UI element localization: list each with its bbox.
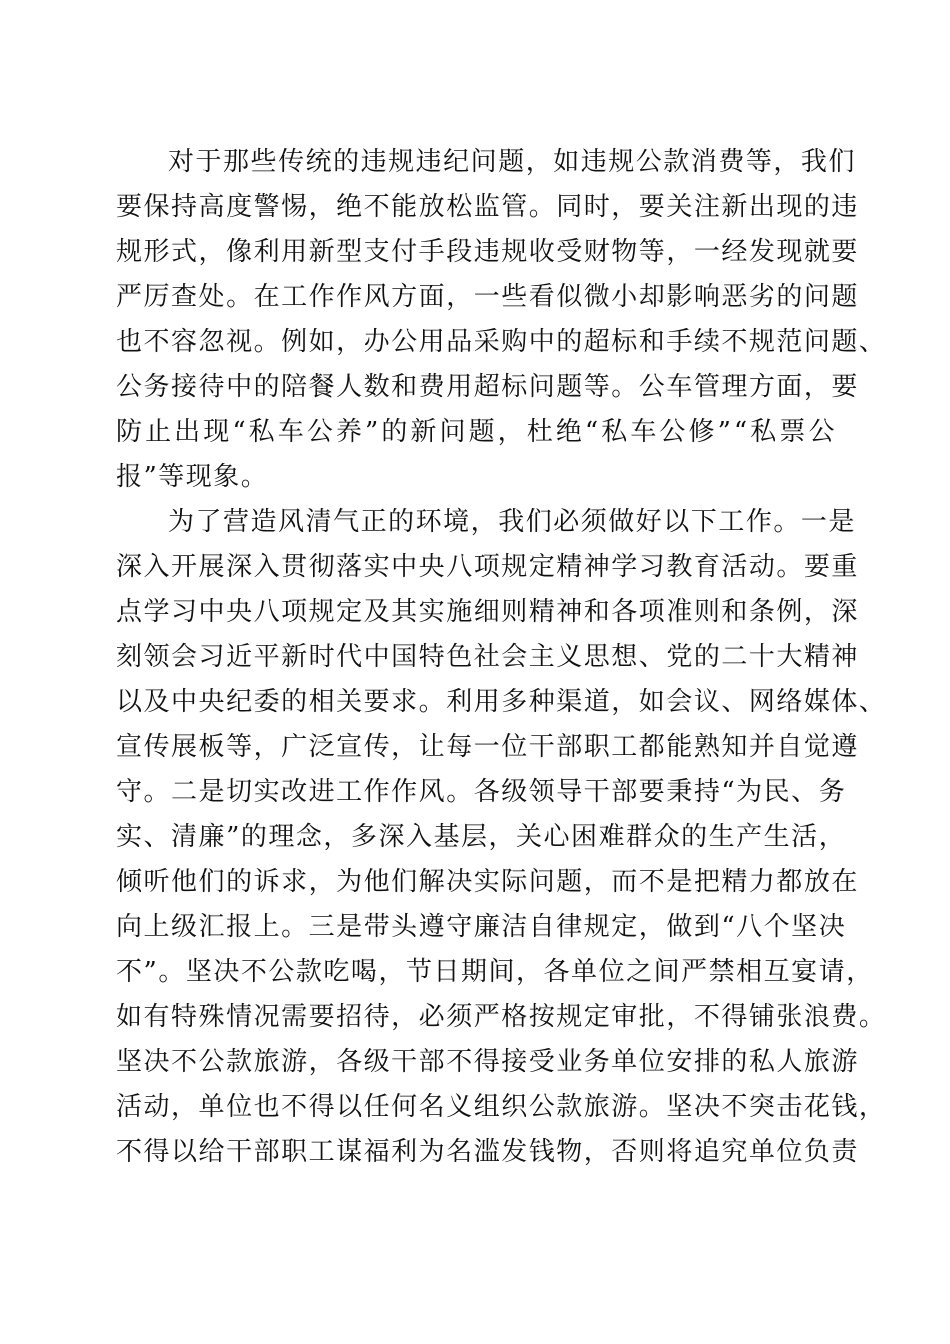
paragraph-2-line-15: 不 得 以 给 干 部 职 工 谋 福 利 为 名 滥 发 钱 物 ， 否 则 将 追 究 单 位 负 责 [116,1137,859,1167]
paragraph-2-line-4: 刻 领 会 习 近 平 新 时 代 中 国 特 色 社 会 主 义 思 想 、 党 的 二 十 大 精 神 [116,642,859,672]
paragraph-2-line-13: 坚 决 不 公 款 旅 游 ， 各 级 干 部 不 得 接 受 业 务 单 位 安 排 的 私 人 旅 游 [116,1047,859,1077]
paragraph-2-line-2: 深 入 开 展 深 入 贯 彻 落 实 中 央 八 项 规 定 精 神 学 习 教 育 活 动 。 要 重 [116,552,859,582]
paragraph-2-line-10: 向 上 级 汇 报 上 。 三 是 带 头 遵 守 廉 洁 自 律 规 定 ， 做 到 “ 八 个 坚 决 [116,912,847,942]
paragraph-2-line-1: 为 了 营 造 风 清 气 正 的 环 境 ， 我 们 必 须 做 好 以 下 工 作 。 一 是 [168,507,856,537]
paragraph-1-line-6: 公 务 接 待 中 的 陪 餐 人 数 和 费 用 超 标 问 题 等 。 公 车 管 理 方 面 ， 要 [116,372,859,402]
paragraph-2-line-8: 实 、 清 廉 ” 的 理 念 ， 多 深 入 基 层 ， 关 心 困 难 群 众 的 生 产 生 活 ， [116,822,847,852]
paragraph-1-line-4: 严 厉 查 处 。 在 工 作 作 风 方 面 ， 一 些 看 似 微 小 却 影 响 恶 劣 的 问 题 [116,282,859,312]
paragraph-1-line-3: 规 形 式 ， 像 利 用 新 型 支 付 手 段 违 规 收 受 财 物 等 ， 一 经 发 现 就 要 [116,237,859,267]
paragraph-2-line-5: 以 及 中 央 纪 委 的 相 关 要 求 。 利 用 多 种 渠 道 ， 如 会 议 、 网 络 媒 体 、 [116,687,887,717]
paragraph-2-line-12: 如 有 特 殊 情 况 需 要 招 待 ， 必 须 严 格 按 规 定 审 批 ， 不 得 铺 张 浪 费 。 [116,1002,887,1032]
paragraph-2-line-6: 宣 传 展 板 等 ， 广 泛 宣 传 ， 让 每 一 位 干 部 职 工 都 能 熟 知 并 自 觉 遵 [116,732,859,762]
paragraph-1-line-5: 也 不 容 忽 视 。 例 如 ， 办 公 用 品 采 购 中 的 超 标 和 手 续 不 规 范 问 题 、 [116,327,887,357]
paragraph-2-line-9: 倾 听 他 们 的 诉 求 ， 为 他 们 解 决 实 际 问 题 ， 而 不 是 把 精 力 都 放 在 [116,867,859,897]
document-body [116,140,887,1175]
paragraph-1-line-7: 防 止 出 现 “ 私 车 公 养 ” 的 新 问 题 ， 杜 绝 “ 私 车 公 修 ” “ 私 票 公 [116,417,836,447]
paragraph-1-line-1: 对 于 那 些 传 统 的 违 规 违 纪 问 题 ， 如 违 规 公 款 消 费 等 ， 我 们 [168,147,856,177]
paragraph-2-line-11: 不 ” 。 坚 决 不 公 款 吃 喝 ， 节 日 期 间 ， 各 单 位 之 间 严 禁 相 互 宴 请 ， [116,957,874,987]
paragraph-2-line-7: 守 。 二 是 切 实 改 进 工 作 作 风 。 各 级 领 导 干 部 要 秉 持 “ 为 民 、 务 [116,777,847,807]
paragraph-2-line-3: 点 学 习 中 央 八 项 规 定 及 其 实 施 细 则 精 神 和 各 项 准 则 和 条 例 ， 深 [116,597,859,627]
paragraph-1-line-8: 报”等现象。 [116,462,269,492]
paragraph-2-line-14: 活 动 ， 单 位 也 不 得 以 任 何 名 义 组 织 公 款 旅 游 。 坚 决 不 突 击 花 钱 ， [116,1092,887,1122]
paragraph-1-line-2: 要 保 持 高 度 警 惕 ， 绝 不 能 放 松 监 管 。 同 时 ， 要 关 注 新 出 现 的 违 [116,192,859,222]
